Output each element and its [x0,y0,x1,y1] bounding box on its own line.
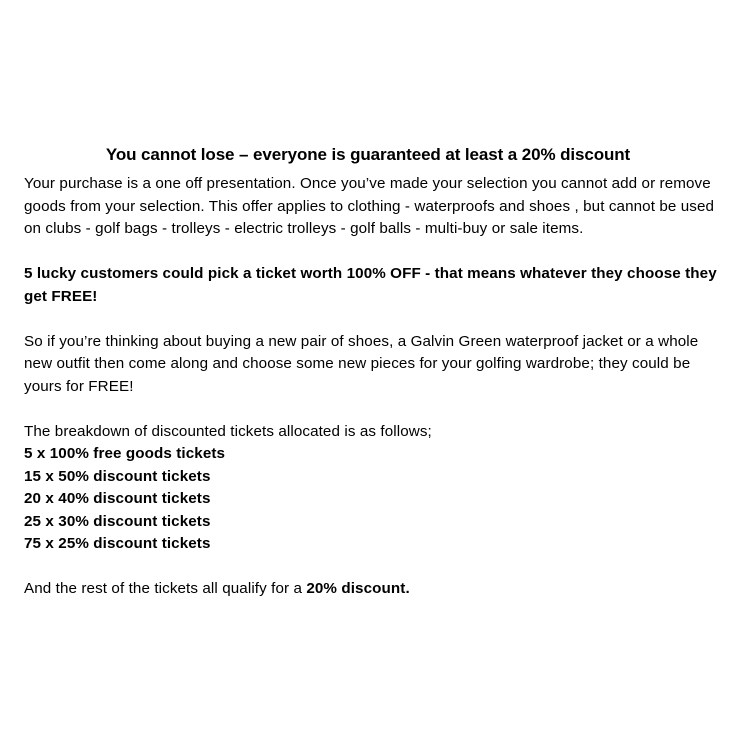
closing-bold-text: 20% discount. [306,580,410,597]
paragraph-gap [24,308,730,331]
document-body [24,173,730,601]
lucky-customers-paragraph: 5 lucky customers could pick a ticket worth 100% OFF - that means whatever they choose they get FREE! [24,265,717,305]
breakdown-intro: The breakdown of discounted tickets allocated is as follows; [24,422,432,440]
closing-text: And the rest of the tickets all qualify for a [24,580,307,597]
document-heading: You cannot lose – everyone is guaranteed at least a 20% discount [105,145,631,164]
paragraph-gap [24,556,730,579]
closing-paragraph [24,578,730,601]
ticket-line: 5 x 100% free goods tickets [24,445,226,462]
ticket-line: 15 x 50% discount tickets [24,467,211,485]
ticket-line: 20 x 40% discount tickets [24,490,211,507]
intro-paragraph: Your purchase is a one off presentation. Once you’ve made your selection you cannot add or remove goods from your selection. This offer applies to clothing - waterproofs and shoes , but cannot be used on clubs - golf bags - trolleys - electric trolleys - golf balls - multi-buy or sale items. [24,175,715,237]
thinking-paragraph: So if you’re thinking about buying a new pair of shoes, a Galvin Green waterproof jacket or a whole new outfit then come along and choose some new pieces for your golfing wardrobe; they could be yours for FREE! [24,332,699,395]
ticket-line: 75 x 25% discount tickets [24,535,211,552]
ticket-line: 25 x 30% discount tickets [24,512,211,530]
paragraph-gap [24,241,730,264]
paragraph-gap [24,398,730,421]
